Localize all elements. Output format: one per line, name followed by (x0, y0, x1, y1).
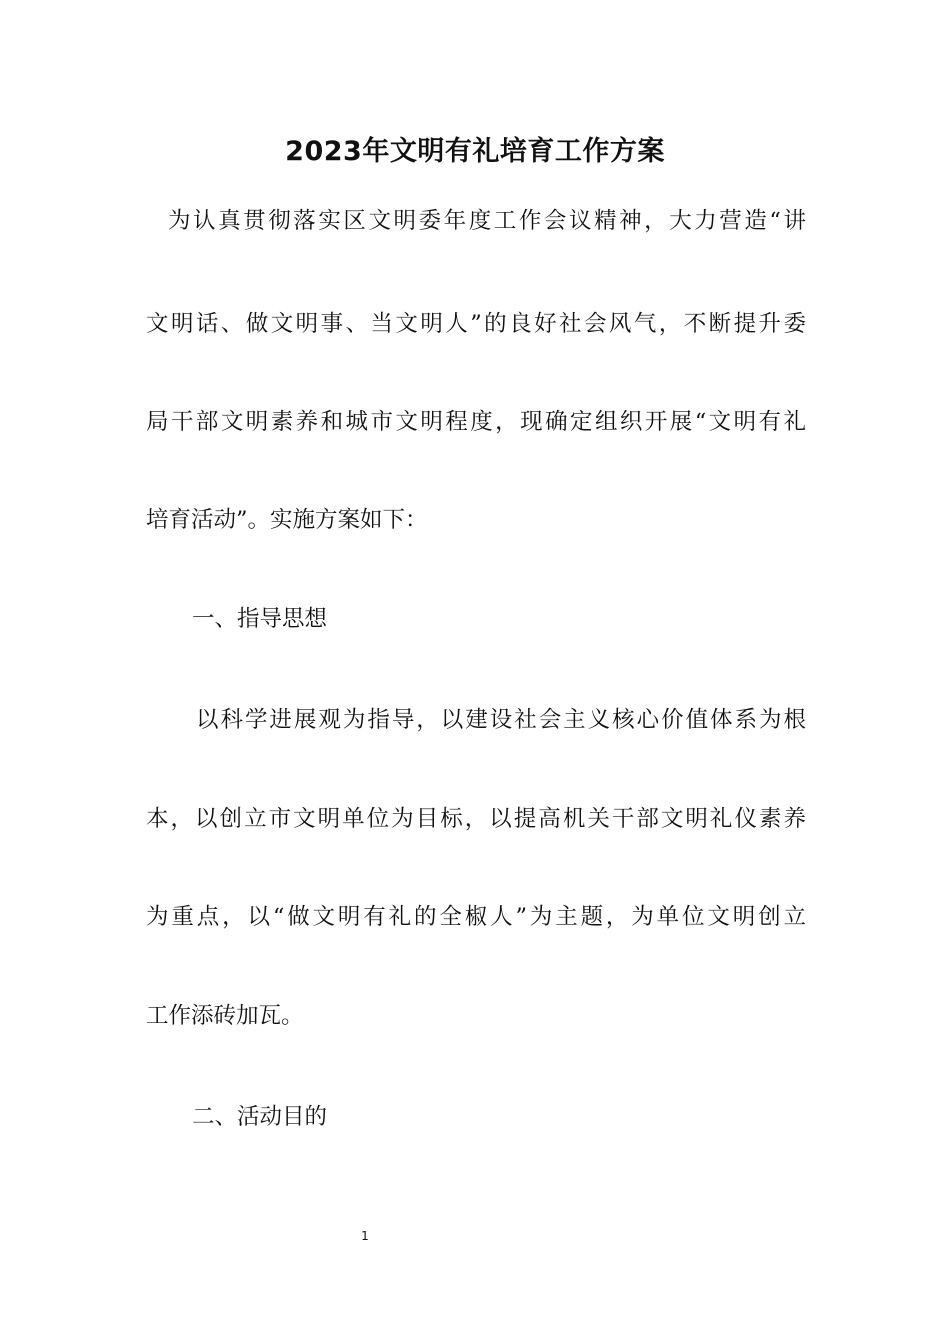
section1-line-2: 本，以创立市文明单位为目标，以提高机关干部文明礼仪素养 (146, 806, 806, 832)
intro-line-1: 为认真贯彻落实区文明委年度工作会议精神，大力营造“讲 (168, 208, 806, 234)
intro-line-3: 局干部文明素养和城市文明程度，现确定组织开展“文明有礼 (146, 409, 806, 435)
intro-line-4: 培育活动”。实施方案如下： (146, 507, 428, 533)
section1-line-1: 以科学进展观为指导，以建设社会主义核心价值体系为根 (196, 707, 806, 733)
document-title: 2023年文明有礼培育工作方案 (285, 136, 665, 167)
section1-line-4: 工作添砖加瓦。 (146, 1003, 304, 1029)
section1-line-3: 为重点，以“做文明有礼的全椒人”为主题，为单位文明创立 (146, 904, 806, 930)
section-heading-activity-purpose: 二、活动目的 (192, 1104, 328, 1130)
page-number: 1 (361, 1229, 369, 1243)
intro-line-2: 文明话、做文明事、当文明人”的良好社会风气，不断提升委 (146, 311, 806, 337)
section-heading-guiding-ideology: 一、指导思想 (192, 606, 328, 632)
